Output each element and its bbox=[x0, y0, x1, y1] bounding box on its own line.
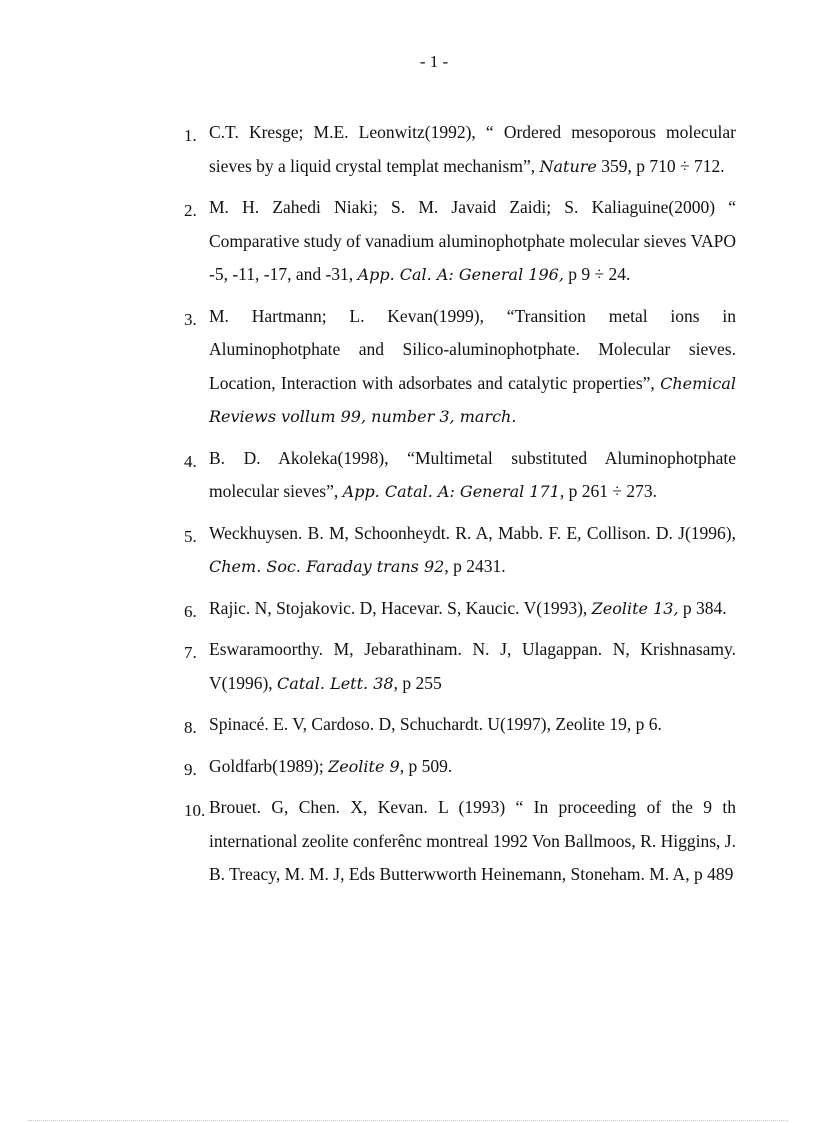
reference-item bbox=[184, 633, 736, 700]
page-bottom-rule bbox=[28, 1120, 788, 1121]
reference-item bbox=[184, 300, 736, 434]
reference-list bbox=[184, 116, 736, 900]
reference-text: Brouet. G, Chen. X, Kevan. L (1993) “ In proceeding of the 9 th international zeolite conferênc montreal 1992 Von Ballmoos, R. Higgins, J. B. Treacy, M. M. J, Eds Butterwworth Heinemann, Stoneham. M. A, p 489 bbox=[209, 797, 736, 884]
reference-number: 5. bbox=[184, 526, 197, 546]
reference-number: 10. bbox=[184, 801, 206, 820]
reference-item bbox=[184, 442, 736, 509]
reference-item bbox=[184, 592, 736, 626]
reference-item bbox=[184, 708, 736, 742]
reference-item bbox=[184, 517, 736, 584]
reference-text: B. D. Akoleka(1998), “Multimetal substituted Aluminophotphate molecular sieves”, App. Catal. A: General 171, p 261 ÷ 273. bbox=[209, 447, 736, 501]
reference-number: 8. bbox=[184, 718, 197, 737]
reference-item bbox=[184, 191, 736, 292]
reference-text: Goldfarb(1989); Zeolite 9, p 509. bbox=[209, 755, 453, 776]
reference-number: 6. bbox=[184, 601, 197, 621]
reference-item bbox=[184, 116, 736, 183]
reference-text: M. H. Zahedi Niaki; S. M. Javaid Zaidi; S. Kaliaguine(2000) “ Comparative study of vanadium aluminophotphate molecular sieves VAPO -5, -11, -17, and -31, App. Cal. A: General 196, p 9 ÷ 24. bbox=[209, 197, 736, 284]
reference-text: Eswaramoorthy. M, Jebarathinam. N. J, Ulagappan. N, Krishnasamy. V(1996), Catal. Lett. 38, p 255 bbox=[209, 639, 736, 693]
reference-number: 1. bbox=[184, 126, 197, 145]
reference-number: 2. bbox=[184, 201, 197, 220]
reference-text: C.T. Kresge; M.E. Leonwitz(1992), “ Ordered mesoporous molecular sieves by a liquid crystal templat mechanism”, Nature 359, p 710 ÷ 712. bbox=[209, 122, 736, 176]
reference-number: 7. bbox=[184, 643, 197, 662]
reference-text: M. Hartmann; L. Kevan(1999), “Transition metal ions in Aluminophotphate and Silico-aluminophotphate. Molecular sieves. Location, Interaction with adsorbates and catalytic properties”, Chemical Reviews vollum 99, number 3, march. bbox=[209, 305, 736, 426]
page-number: - 1 - bbox=[419, 52, 449, 71]
reference-number: 4. bbox=[184, 451, 197, 471]
reference-text: Rajic. N, Stojakovic. D, Hacevar. S, Kaucic. V(1993), Zeolite 13, p 384. bbox=[209, 597, 727, 618]
reference-text: Weckhuysen. B. M, Schoonheydt. R. A, Mabb. F. E, Collison. D. J(1996), Chem. Soc. Faraday trans 92, p 2431. bbox=[209, 522, 736, 576]
reference-number: 3. bbox=[184, 309, 197, 329]
reference-text: Spinacé. E. V, Cardoso. D, Schuchardt. U(1997), Zeolite 19, p 6. bbox=[209, 714, 662, 734]
reference-item bbox=[184, 791, 736, 892]
reference-item bbox=[184, 750, 736, 784]
reference-number: 9. bbox=[184, 759, 197, 779]
